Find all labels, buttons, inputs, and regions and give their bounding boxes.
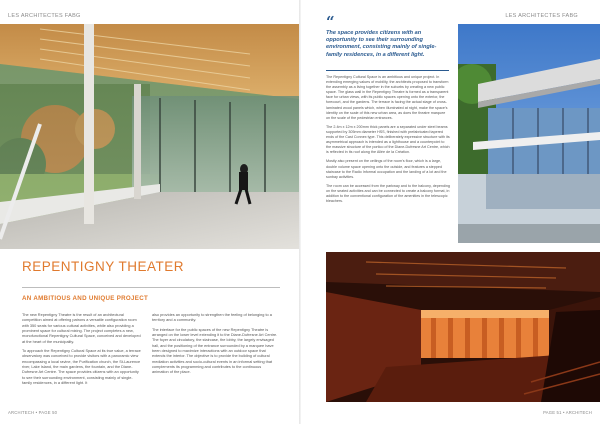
body-column-1	[22, 313, 141, 390]
folio-right: PAGE 51 • ARCHITECH	[543, 410, 592, 415]
body-paragraph: The interface for the public spaces of the new Repentigny Theatre is arranged on the lower level extending it to the Diane-Dufresne Art Centre. The foyer and circulatory, the staircase, the lobby, the largely envisaged hall, and the positioning of the entrance surrounded by a marquee have been designed to maximize interactions with an outdoor space that extends the interior. The objective is to provide the building of cultural mediation activities and socio-cultural events in an informal setting that complements its programming and contributes to the continuous animation of the place.	[152, 327, 278, 375]
body-paragraph: The room can be accessed from the parkway and to the balcony, depending on the seated activities and can be connected to create a balcony format, in addition to the conventional configuration of the amenities in the telescopic bleachers.	[326, 183, 450, 204]
body-paragraph: The Repentigny Cultural Space is an ambitious and unique project. In extending emerging values of mobility, the architects proposed to transform the assembly as a living together in the suburbs by creating a new public space. The glass wall in the Repentigny Theatre is formed as a transparent face for urban views, with its public spaces opening onto the exterior, the forecourt, and the gardens. The terrace is facing the actual stage of cross-laminated wood panels which, when illuminated at night, make the space's identity on the scale of this new urban area, as does the theatre marquee on the scale of the pedestrian entrances.	[326, 75, 449, 120]
body-column-2	[152, 313, 278, 380]
body-paragraph: The new Repentigny Theatre is the result of an architectural competition aimed at offering patrons a versatile configuration room with 350 seats for various cultural activities, while also providing a prominent space for cultural mixing. The project completes a new, monofunctional Repentigny Cultural Space, conceived and developed at the heart of the municipality.	[22, 313, 141, 344]
title-divider	[22, 287, 280, 288]
running-head-left: LES ARCHITECTES FABG	[8, 13, 81, 19]
quote-divider	[326, 70, 449, 71]
building-exterior-photo	[458, 24, 600, 243]
lobby-exterior-photo	[0, 24, 299, 249]
body-paragraph: The 2.4m x 12m x 200mm thick panels are a separated under steel beams supported by 305mm diameter HSS, finished with prefabricated tapered ends of the Cast Connex type. This deliberately expressive structure with its asymmetrical approach is intended as a lighthouse and a counterpoint to the massive structure of the portico of the Diane-Dufresne Art Centre, which is reflected in its roof along the Allée de la Création.	[326, 124, 450, 155]
body-column-3	[326, 75, 450, 208]
article-subtitle: AN AMBITIOUS AND UNIQUE PROJECT	[22, 295, 149, 302]
running-head-right: LES ARCHITECTES FABG	[505, 13, 578, 19]
quote-mark-icon: “	[326, 13, 335, 31]
pull-quote: The space provides citizens with an opportunity to see their surrounding environment, consisting mainly of single-family residences, in a different light.	[326, 30, 437, 58]
body-paragraph: also provides an opportunity to strengthen the feeling of belonging to a territory and a community.	[152, 313, 272, 323]
body-paragraph: Mostly also present on the ceilings of the room's floor, which is a large, double volume space opening onto the outside, and features a stepped staircase to the Radio Informal occupation and the landing of a lot and the sunbay activities.	[326, 159, 447, 179]
article-title: REPENTIGNY THEATER	[22, 259, 185, 274]
page-gutter	[299, 0, 301, 424]
theater-interior-photo	[326, 252, 600, 402]
body-paragraph: To approach the Repentigny Cultural Space at its true value, a terrace observatory was conceived to provide visitors with a panoramic view encompassing a local ravine, the Purification church, the St-Laurence river, Lake Island, the main gardens, the fountain, and the Diane-Dufresne Art Centre. The space provides citizens with an opportunity to see their surrounding environment, consisting mainly of single-family residences, in a different light. It	[22, 349, 141, 386]
folio-left: ARCHITECH • PAGE 50	[8, 410, 58, 415]
